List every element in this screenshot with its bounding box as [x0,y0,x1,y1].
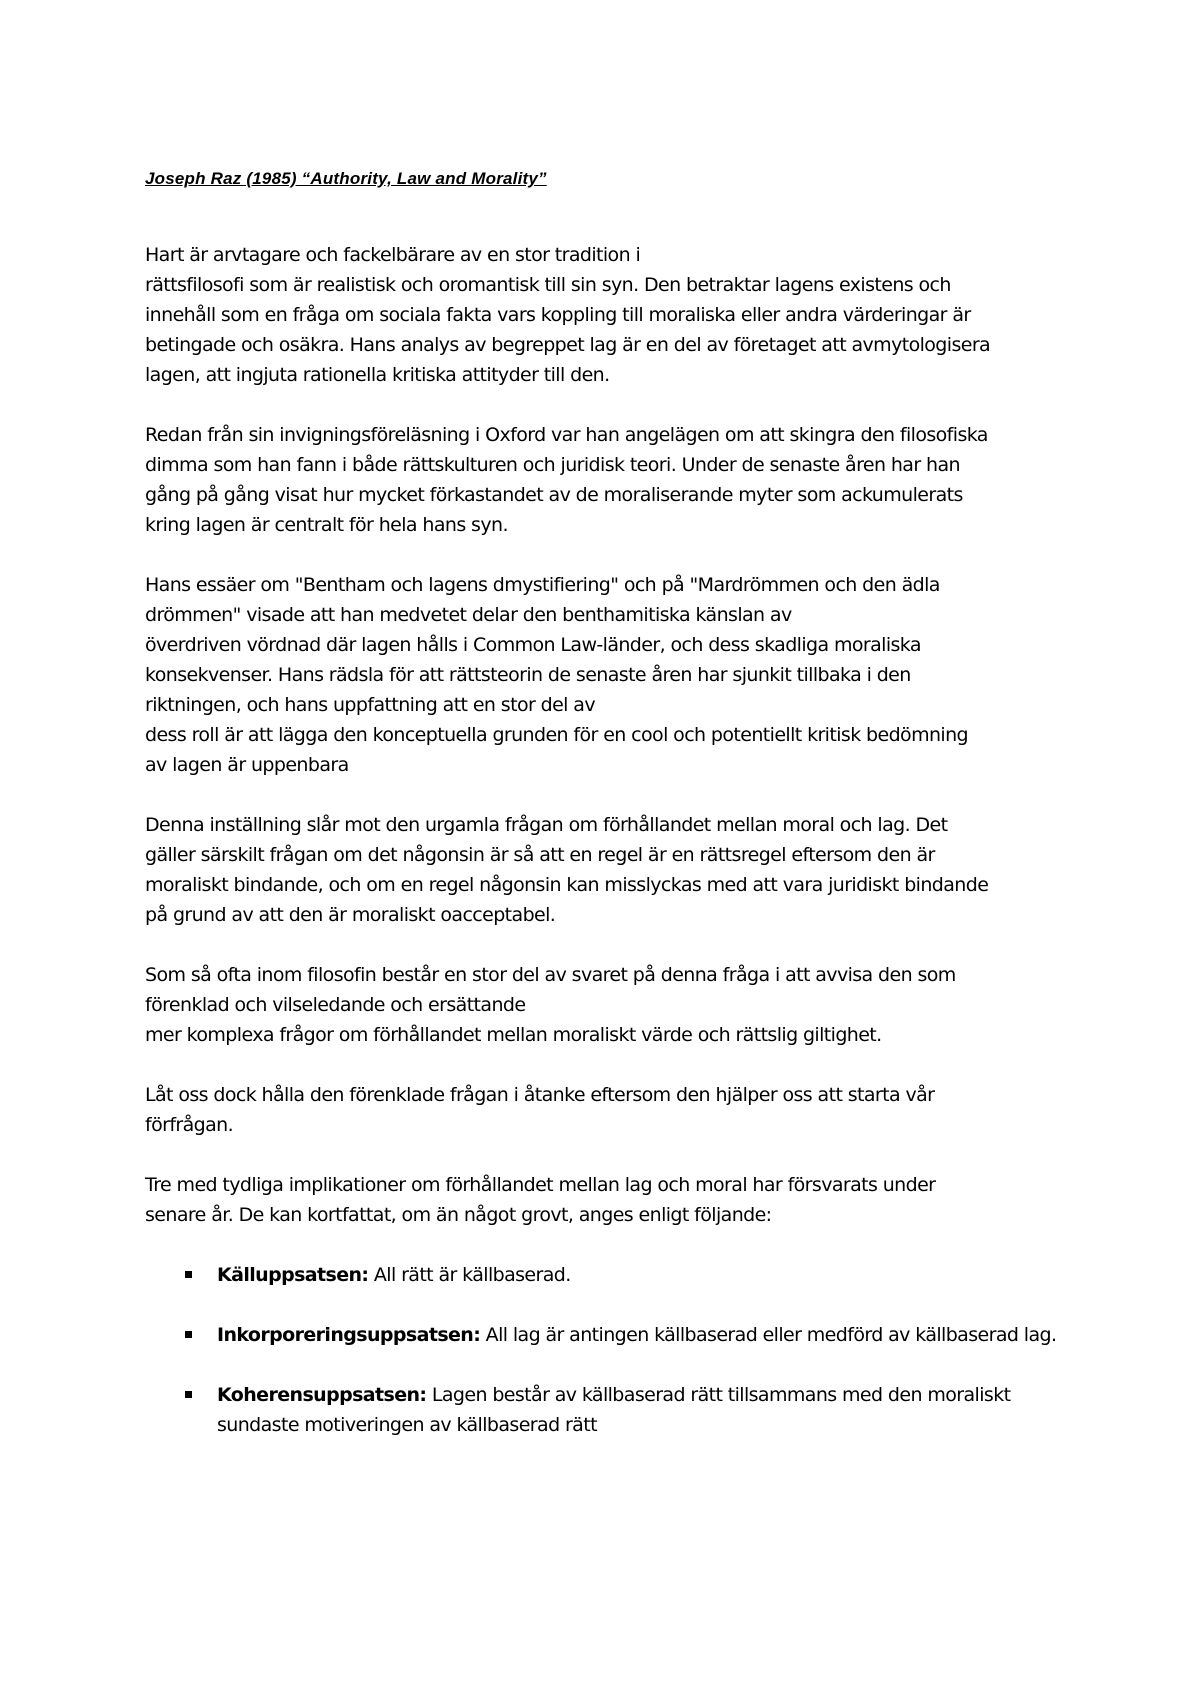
list-item [145,1320,1075,1350]
square-bullet-icon [185,1271,192,1278]
list-item [145,1380,1075,1440]
paragraph-6: Låt oss dock hålla den förenklade frågan i åtanke eftersom den hjälper oss att starta vår förfrågan. [145,1084,935,1136]
square-bullet-icon [185,1331,192,1338]
list-item [145,1260,1075,1290]
thesis-term: Inkorporeringsuppsatsen: [217,1324,481,1346]
paragraph-4: Denna inställning slår mot den urgamla frågan om förhållandet mellan moral och lag. Det gäller särskilt frågan om det någonsin är så att en regel är en rättsregel eftersom den är moraliskt bindande, och om en regel någonsin kan misslyckas med att vara juridiskt bindande på grund av att den är moraliskt oacceptabel. [145,814,989,926]
paragraph-1: Hart är arvtagare och fackelbärare av en stor tradition i rättsfilosofi som är realistisk och oromantisk till sin syn. Den betraktar lagens existens och innehåll som en fråga om sociala fakta vars koppling till moraliska eller andra värderingar är betingade och osäkra. Hans analys av begreppet lag är en del av företaget att avmytologisera lagen, att ingjuta rationella kritiska attityder till den. [145,244,991,386]
paragraph-7: Tre med tydliga implikationer om förhållandet mellan lag och moral har försvarats under senare år. De kan kortfattat, om än något grovt, anges enligt följande: [145,1174,936,1226]
thesis-term: Koherensuppsatsen: [217,1384,427,1406]
thesis-text: Lagen består av källbaserad rätt tillsammans med den moraliskt sundaste motiveringen av källbaserad rätt [217,1384,1011,1436]
thesis-text: All lag är antingen källbaserad eller medförd av källbaserad lag. [480,1324,1057,1346]
document-title: Joseph Raz (1985) “Authority, Law and Morality” [145,169,547,188]
thesis-text: All rätt är källbaserad. [368,1264,571,1286]
square-bullet-icon [185,1391,192,1398]
document-body [145,168,1075,1470]
paragraph-2: Redan från sin invigningsföreläsning i Oxford var han angelägen om att skingra den filosofiska dimma som han fann i både rättskulturen och juridisk teori. Under de senaste åren har han gång på gång visat hur mycket förkastandet av de moraliserande myter som ackumulerats kring lagen är centralt för hela hans syn. [145,424,988,536]
thesis-list [145,1260,1075,1440]
paragraph-5: Som så ofta inom filosofin består en stor del av svaret på denna fråga i att avvisa den som förenklad och vilseledande och ersättande mer komplexa frågor om förhållandet mellan moraliskt värde och rättslig giltighet. [145,964,956,1046]
paragraph-3: Hans essäer om "Bentham och lagens dmystifiering" och på "Mardrömmen och den ädla drömmen" visade att han medvetet delar den benthamitiska känslan av överdriven vördnad där lagen hålls i Common Law-länder, och dess skadliga moraliska konsekvenser. Hans rädsla för att rättsteorin de senaste åren har sjunkit tillbaka i den riktningen, och hans uppfattning att en stor del av dess roll är att lägga den konceptuella grunden för en cool och potentiellt kritisk bedömning av lagen är uppenbara [145,574,968,776]
thesis-term: Källuppsatsen: [217,1264,369,1286]
